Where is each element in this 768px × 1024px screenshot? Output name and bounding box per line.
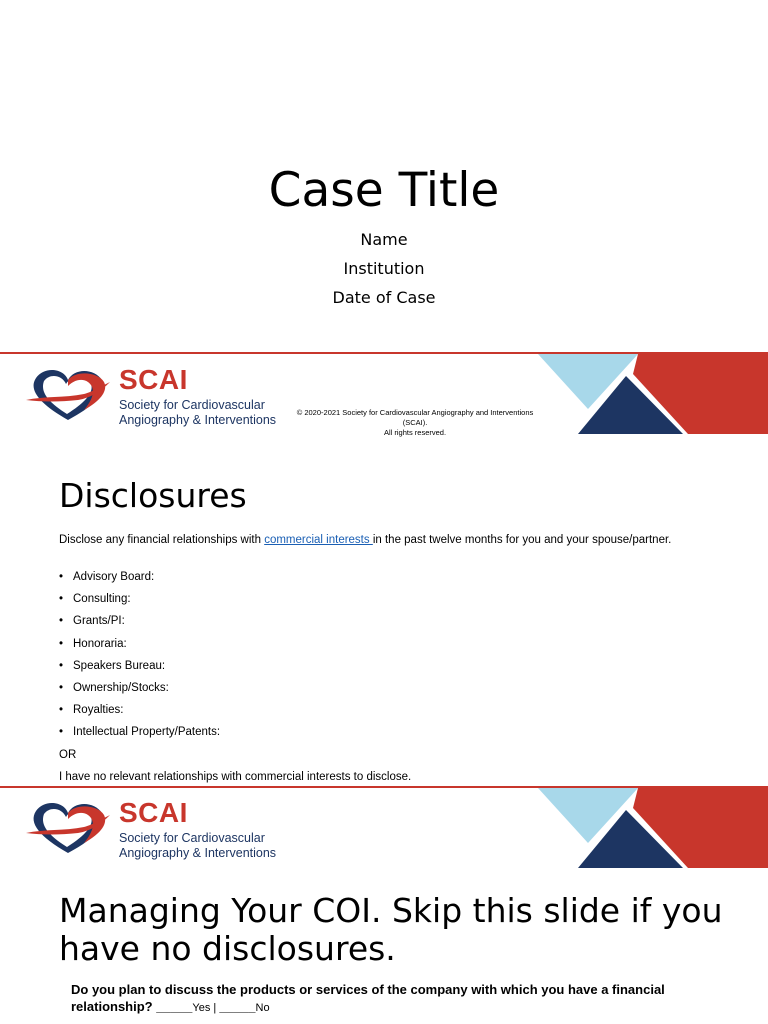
- disclosures-slide: [0, 352, 768, 786]
- no-blank: _____: [219, 999, 256, 1014]
- logo-wordmark: SCAI: [119, 364, 188, 395]
- bullet-icon: •: [59, 571, 64, 583]
- logo-subtitle-line2: Angiography & Interventions: [119, 413, 277, 427]
- logo-subtitle-line2: Angiography & Interventions: [119, 846, 277, 860]
- list-item: [59, 615, 220, 637]
- list-item: [59, 593, 220, 615]
- heart-icon: [24, 797, 114, 857]
- case-title: Case Title: [268, 163, 500, 218]
- logo-subtitle-line1: Society for Cardiovascular: [119, 398, 265, 412]
- copyright-line2: All rights reserved.: [383, 428, 447, 437]
- bullet-icon: •: [59, 726, 64, 739]
- coi-question: [71, 981, 711, 1017]
- bullet-icon: •: [59, 593, 64, 606]
- list-item: [59, 726, 220, 748]
- presenter-institution: Institution: [343, 259, 425, 278]
- list-item: [59, 704, 220, 726]
- copyright-line1: © 2020-2021 Society for Cardiovascular Angiography and Interventions (SCAI).: [296, 408, 534, 427]
- list-item-label: Consulting:: [73, 593, 131, 606]
- header-decoration: [538, 354, 768, 434]
- list-item-label: Ownership/Stocks:: [73, 681, 169, 694]
- yes-blank: _____: [156, 999, 193, 1014]
- list-item-label: Intellectual Property/Patents:: [73, 726, 221, 739]
- heart-icon: [24, 364, 114, 424]
- list-item-label: Honoraria:: [73, 637, 127, 650]
- bullet-icon: •: [59, 659, 64, 672]
- no-option: No: [255, 1002, 270, 1014]
- list-item-label: Speakers Bureau:: [73, 659, 166, 672]
- no-relationship-text: I have no relevant relationships with commercial interests to disclose.: [59, 771, 412, 783]
- yes-option: Yes: [192, 1002, 211, 1014]
- disclosure-intro: [59, 534, 699, 547]
- list-item: [59, 638, 220, 660]
- intro-text-before: Disclose any financial relationships with: [59, 534, 265, 546]
- coi-slide: [0, 786, 768, 1024]
- logo-subtitle-line1: Society for Cardiovascular: [119, 831, 265, 845]
- header-decoration: [538, 788, 768, 868]
- title-slide: [0, 0, 768, 352]
- bullet-icon: •: [59, 704, 64, 717]
- commercial-interests-link[interactable]: commercial interests: [264, 534, 373, 546]
- option-separator: |: [210, 1002, 220, 1014]
- coi-title: Managing Your COI. Skip this slide if you have no disclosures.: [59, 891, 723, 968]
- bullet-icon: •: [59, 615, 64, 628]
- scai-logo: [24, 364, 294, 430]
- list-item: [59, 571, 220, 593]
- disclosures-title: Disclosures: [59, 476, 247, 515]
- copyright-notice: [284, 408, 546, 438]
- list-item: [59, 660, 220, 682]
- disclosure-list: [59, 571, 220, 749]
- logo-wordmark: SCAI: [119, 797, 188, 828]
- scai-logo: [24, 797, 294, 863]
- list-item-label: Grants/PI:: [73, 615, 125, 628]
- bullet-icon: •: [59, 681, 64, 694]
- bullet-icon: •: [59, 637, 64, 650]
- presenter-name: Name: [360, 230, 408, 249]
- list-item-label: Advisory Board:: [73, 571, 155, 583]
- or-text: OR: [59, 749, 77, 761]
- intro-text-after: in the past twelve months for you and your spouse/partner.: [372, 534, 672, 546]
- case-date: Date of Case: [332, 288, 436, 307]
- question-text: Do you plan to discuss the products or services of the company with which you have a financial relationship?: [71, 982, 665, 1014]
- list-item-label: Royalties:: [73, 704, 124, 717]
- list-item: [59, 682, 220, 704]
